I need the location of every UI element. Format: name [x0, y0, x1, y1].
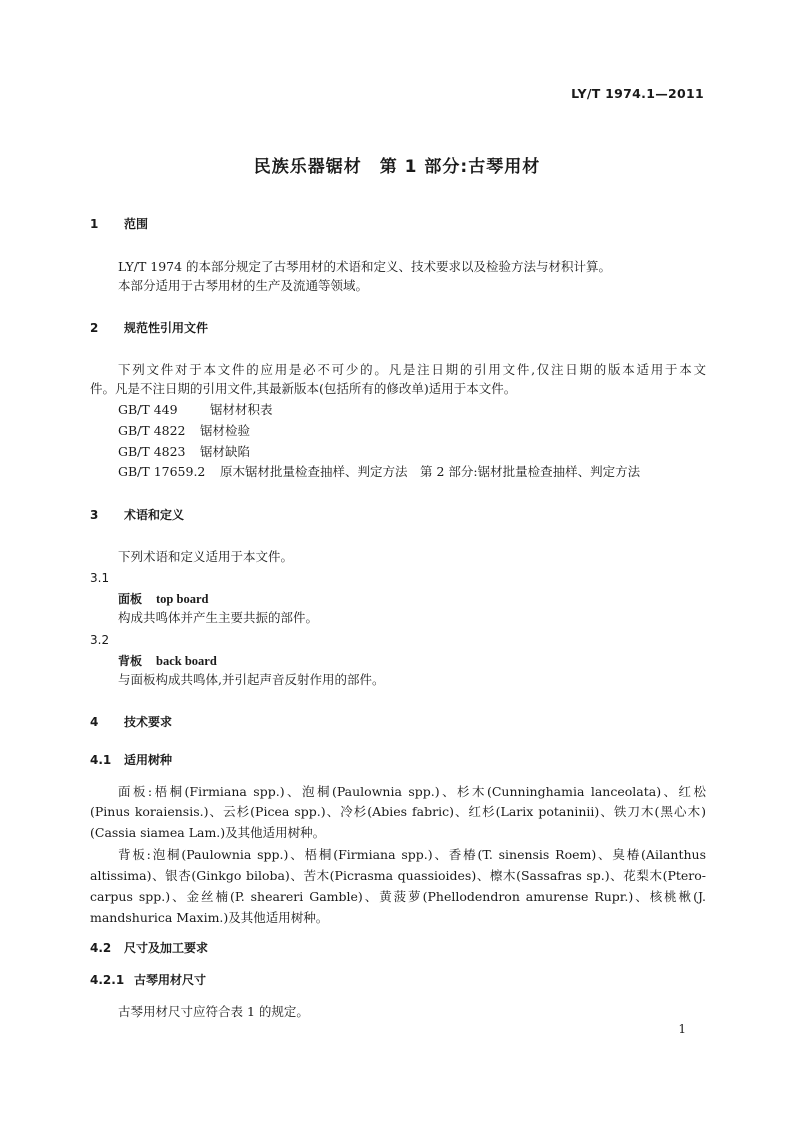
section-number: 1 [90, 217, 99, 231]
term-definition: 与面板构成共鸣体,并引起声音反射作用的部件。 [118, 672, 385, 687]
paragraph: LY/T 1974 的本部分规定了古琴用材的术语和定义、技术要求以及检验方法与材积计算。 [118, 259, 612, 274]
normative-reference [118, 401, 706, 419]
term-heading [118, 590, 734, 608]
section-number: 4 [90, 715, 99, 729]
section-3-heading [90, 506, 706, 524]
reference-code: GB/T 4823 [118, 444, 186, 459]
section-title: 规范性引用文件 [124, 321, 209, 335]
reference-code: GB/T 449 [118, 402, 178, 417]
term-zh: 面板 [118, 592, 143, 606]
species-line: altissima)、银杏(Ginkgo biloba)、苦木(Picrasma quassioides)、檫木(Sassafras sp.)、花梨木(Ptero- [90, 868, 706, 883]
section-title: 术语和定义 [124, 508, 185, 522]
paragraph: 下列文件对于本文件的应用是必不可少的。凡是注日期的引用文件,仅注日期的版本适用于本文 [118, 362, 706, 377]
section-number: 4.1 [90, 753, 112, 767]
section-4-heading [90, 713, 706, 731]
section-number: 3 [90, 508, 99, 522]
section-2-heading [90, 319, 706, 337]
species-line: carpus spp.)、金丝楠(P. sheareri Gamble)、黄菠萝(Phellodendron amurense Rupr.)、核桃楸(J. [90, 889, 706, 904]
paragraph: 古琴用材尺寸应符合表 1 的规定。 [118, 1004, 309, 1019]
reference-code: GB/T 17659.2 [118, 464, 206, 479]
subsection-4-2-1-heading [90, 971, 706, 989]
normative-reference [118, 422, 706, 440]
page-number: 1 [678, 1022, 686, 1036]
section-number: 4.2 [90, 941, 112, 955]
reference-title: 锯材缺陷 [200, 444, 251, 459]
reference-code: GB/T 4822 [118, 423, 186, 438]
section-title: 古琴用材尺寸 [134, 973, 207, 987]
document-title: 民族乐器锯材 第 1 部分:古琴用材 [253, 157, 541, 177]
section-title: 技术要求 [124, 715, 173, 729]
term-definition: 构成共鸣体并产生主要共振的部件。 [118, 610, 319, 625]
section-title: 适用树种 [124, 753, 173, 767]
section-number: 4.2.1 [90, 973, 125, 987]
species-line: (Pinus koraiensis.)、云杉(Picea spp.)、冷杉(Abies fabric)、红杉(Larix potaninii)、铁刀木(黑心木) [90, 804, 706, 819]
paragraph: 本部分适用于古琴用材的生产及流通等领域。 [118, 278, 369, 293]
subsection-4-1-heading [90, 751, 706, 769]
term-en: back board [156, 654, 217, 668]
normative-reference [118, 443, 706, 461]
normative-reference [118, 463, 706, 481]
subsection-4-2-heading [90, 939, 706, 957]
reference-title: 锯材材积表 [210, 402, 273, 417]
section-title: 范围 [124, 217, 149, 231]
reference-title: 锯材检验 [200, 423, 251, 438]
term-zh: 背板 [118, 654, 143, 668]
term-en: top board [156, 592, 209, 606]
standard-code: LY/T 1974.1—2011 [571, 86, 704, 101]
paragraph: 下列术语和定义适用于本文件。 [118, 549, 294, 564]
paragraph-continuation: 件。凡是不注日期的引用文件,其最新版本(包括所有的修改单)适用于本文件。 [90, 381, 517, 396]
section-number: 2 [90, 321, 99, 335]
section-1-heading [90, 215, 706, 233]
species-line: (Cassia siamea Lam.)及其他适用树种。 [90, 825, 326, 840]
reference-title: 原木锯材批量检查抽样、判定方法 第 2 部分:锯材批量检查抽样、判定方法 [220, 464, 641, 479]
section-title: 尺寸及加工要求 [124, 941, 209, 955]
term-number: 3.2 [90, 633, 110, 647]
term-heading [118, 652, 734, 670]
species-line: mandshurica Maxim.)及其他适用树种。 [90, 910, 329, 925]
species-line: 面板:梧桐(Firmiana spp.)、泡桐(Paulownia spp.)、杉木(Cunninghamia lanceolata)、红松 [118, 784, 706, 799]
term-number: 3.1 [90, 571, 110, 585]
species-line: 背板:泡桐(Paulownia spp.)、梧桐(Firmiana spp.)、香椿(T. sinensis Roem)、臭椿(Ailanthus [118, 847, 706, 862]
